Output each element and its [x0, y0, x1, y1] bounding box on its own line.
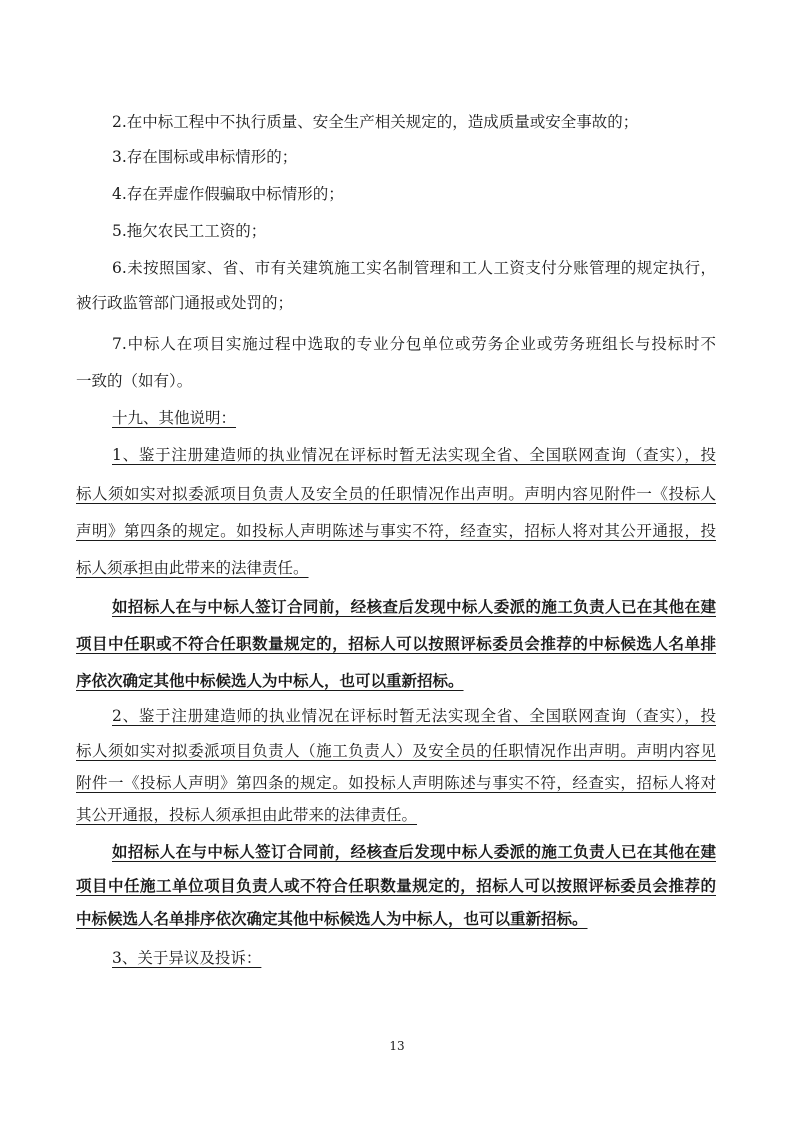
bold-clause-line: 中标候选人名单排序依次确定其他中标候选人为中标人，也可以重新招标。	[76, 909, 588, 928]
section-heading: 十九、其他说明：	[112, 409, 237, 427]
list-item: 被行政监管部门通报或处罚的；	[76, 294, 294, 312]
note-paragraph-line: 标人须如实对拟委派项目负责人（施工负责人）及安全员的任职情况作出声明。声明内容见	[76, 742, 716, 760]
page-number: 13	[389, 1039, 405, 1053]
bold-clause-line: 如招标人在与中标人签订合同前，经核查后发现中标人委派的施工负责人已在其他在建	[112, 842, 716, 861]
list-item: 一致的（如有）。	[76, 372, 193, 390]
note-paragraph-line: 附件一《投标人声明》第四条的规定。如投标人声明陈述与事实不符，经查实，招标人将对	[76, 774, 716, 792]
note-paragraph-line: 1、鉴于注册建造师的执业情况在评标时暂无法实现全省、全国联网查询（查实），投	[112, 446, 716, 464]
note-paragraph-line: 标人须如实对拟委派项目负责人及安全员的任职情况作出声明。声明内容见附件一《投标人	[76, 485, 716, 503]
bold-clause-line: 序依次确定其他中标候选人为中标人，也可以重新招标。	[76, 671, 464, 690]
note-paragraph-line: 2、鉴于注册建造师的执业情况在评标时暂无法实现全省、全国联网查询（查实），投	[112, 707, 716, 725]
list-item: 6.未按照国家、省、市有关建筑施工实名制管理和工人工资支付分账管理的规定执行，	[112, 259, 716, 277]
bold-clause-line: 项目中任职或不符合任职数量规定的，招标人可以按照评标委员会推荐的中标候选人名单排	[76, 634, 716, 653]
note-paragraph-line: 其公开通报，投标人须承担由此带来的法律责任。	[76, 806, 418, 824]
bold-clause-line: 项目中任施工单位项目负责人或不符合任职数量规定的，招标人可以按照评标委员会推荐的	[76, 876, 716, 895]
note-paragraph-line: 声明》第四条的规定。如投标人声明陈述与事实不符，经查实，招标人将对其公开通报，投	[76, 522, 716, 540]
note-paragraph-line: 标人须承担由此带来的法律责任。	[76, 559, 309, 577]
list-item: 4.存在弄虚作假骗取中标情形的；	[112, 185, 344, 203]
list-item: 3.存在围标或串标情形的；	[112, 148, 298, 166]
list-item: 5.拖欠农民工工资的；	[112, 222, 267, 240]
list-item: 2.在中标工程中不执行质量、安全生产相关规定的，造成质量或安全事故的；	[112, 113, 639, 131]
bold-clause-line: 如招标人在与中标人签订合同前，经核查后发现中标人委派的施工负责人已在其他在建	[112, 597, 716, 616]
list-item: 7.中标人在项目实施过程中选取的专业分包单位或劳务企业或劳务班组长与投标时不	[112, 335, 716, 353]
subsection-heading: 3、关于异议及投诉：	[112, 949, 262, 967]
